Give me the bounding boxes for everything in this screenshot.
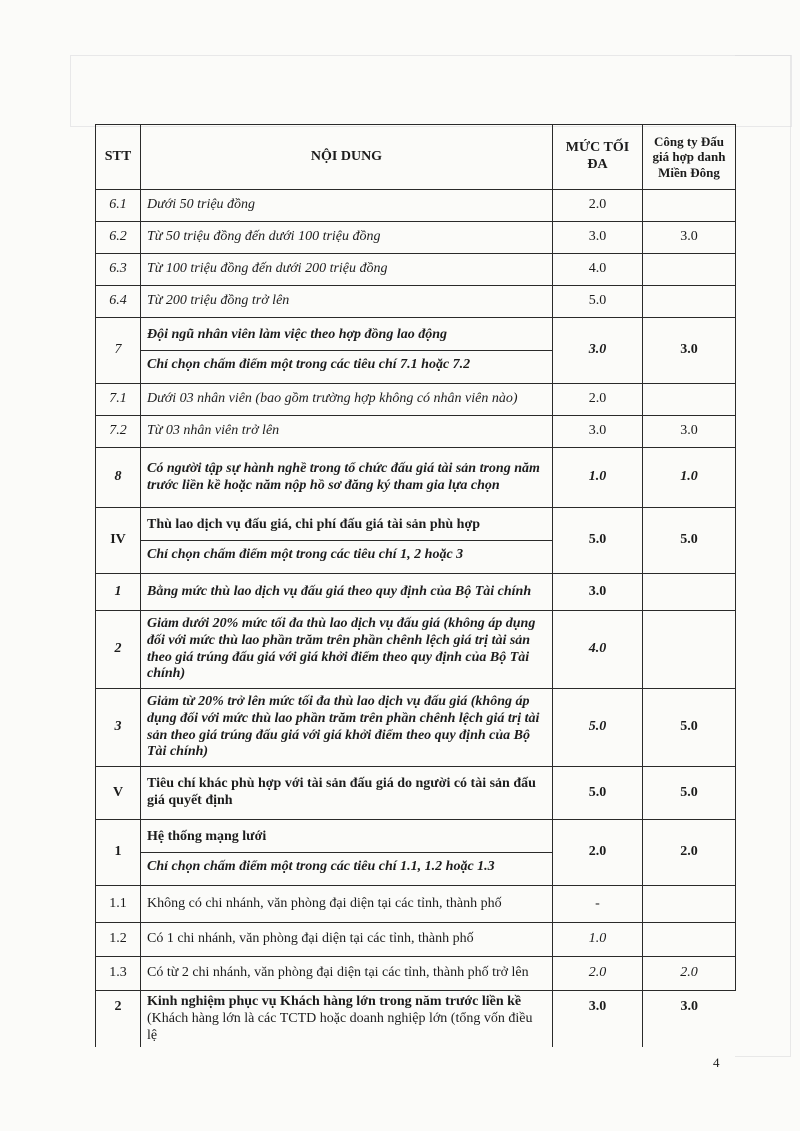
table-row: [96, 820, 736, 886]
row-content: Dưới 50 triệu đồng: [141, 190, 553, 222]
table-row: [96, 767, 736, 820]
row-stt: 7.2: [96, 416, 141, 448]
row-content: Có người tập sự hành nghề trong tổ chức đấu giá tài sản trong năm trước liền kề hoặc năm nộp hồ sơ đăng ký tham gia lựa chọn: [141, 448, 553, 508]
row-max: 1.0: [553, 448, 643, 508]
row-max: 2.0: [553, 384, 643, 416]
header-noi-dung: NỘI DUNG: [141, 125, 553, 190]
table-row: [96, 957, 736, 991]
table-row: [96, 689, 736, 767]
row-content: Từ 100 triệu đồng đến dưới 200 triệu đồng: [141, 254, 553, 286]
row-stt: 7.1: [96, 384, 141, 416]
row-stt: 1: [96, 574, 141, 611]
table-row: [96, 991, 736, 1048]
row-stt: 6.2: [96, 222, 141, 254]
row-max: 2.0: [553, 957, 643, 991]
row-company: [643, 574, 736, 611]
row-company: 5.0: [643, 767, 736, 820]
row-stt: 7: [96, 318, 141, 384]
row-stt: 1: [96, 820, 141, 886]
table-row: [96, 448, 736, 508]
table-row: [96, 508, 736, 574]
header-company: Công ty Đấu giá hợp danh Miền Đông: [643, 125, 736, 190]
row-max: 3.0: [553, 416, 643, 448]
row-content: Không có chi nhánh, văn phòng đại diện tại các tỉnh, thành phố: [141, 886, 553, 923]
row-stt: 2: [96, 611, 141, 689]
row-subcontent: Chỉ chọn chấm điểm một trong các tiêu chí 1.1, 1.2 hoặc 1.3: [141, 852, 552, 876]
row-content-cell: [141, 318, 553, 384]
row-content: Dưới 03 nhân viên (bao gồm trường hợp không có nhân viên nào): [141, 384, 553, 416]
row-content: Kinh nghiệm phục vụ Khách hàng lớn trong năm trước liền kề: [147, 994, 522, 1009]
table-row: [96, 886, 736, 923]
row-company: 5.0: [643, 689, 736, 767]
row-subcontent: Chỉ chọn chấm điểm một trong các tiêu chí 1, 2 hoặc 3: [141, 540, 552, 564]
row-stt: 6.3: [96, 254, 141, 286]
row-content-cell: [141, 991, 553, 1048]
table-row: [96, 574, 736, 611]
row-max: 3.0: [553, 574, 643, 611]
row-max: 5.0: [553, 689, 643, 767]
row-max: 5.0: [553, 508, 643, 574]
row-max: 3.0: [553, 991, 643, 1048]
row-max: 3.0: [553, 222, 643, 254]
ghost-table-outline: [70, 55, 792, 127]
row-content: Từ 03 nhân viên trở lên: [141, 416, 553, 448]
row-stt: IV: [96, 508, 141, 574]
page-number: 4: [713, 1055, 720, 1070]
table-row: [96, 318, 736, 384]
row-content: Giảm từ 20% trở lên mức tối đa thù lao dịch vụ đấu giá (không áp dụng đối với mức thù lao phần trăm trên phần chênh lệch giá trị tài sản theo giá trúng đấu giá với giá khởi điểm theo quy định của Bộ Tài chính): [141, 689, 553, 767]
header-muc-toi-da: MỨC TỐI ĐA: [553, 125, 643, 190]
row-stt: 8: [96, 448, 141, 508]
ghost-table-outline: [735, 55, 791, 1057]
row-company: [643, 190, 736, 222]
row-stt: 1.1: [96, 886, 141, 923]
table-row: [96, 611, 736, 689]
table-row: [96, 254, 736, 286]
row-company: [643, 886, 736, 923]
row-company: 3.0: [643, 416, 736, 448]
row-max: 5.0: [553, 767, 643, 820]
row-max: -: [553, 886, 643, 923]
evaluation-table: [95, 124, 736, 1047]
row-max: 2.0: [553, 820, 643, 886]
row-content: Giảm dưới 20% mức tối đa thù lao dịch vụ đấu giá (không áp dụng đối với mức thù lao phần trăm trên phần chênh lệch giá trị tài sản theo giá trúng đấu giá với giá khởi điểm theo quy định của Bộ Tài chính): [141, 611, 553, 689]
row-content-cell: [141, 820, 553, 886]
row-company: 3.0: [643, 991, 736, 1048]
table-header-row: [96, 125, 736, 190]
row-content: Hệ thống mạng lưới: [147, 829, 267, 845]
row-stt: 1.3: [96, 957, 141, 991]
row-content: Có 1 chi nhánh, văn phòng đại diện tại các tỉnh, thành phố: [141, 923, 553, 957]
row-company: 1.0: [643, 448, 736, 508]
row-content: Đội ngũ nhân viên làm việc theo hợp đồng lao động: [147, 327, 447, 343]
row-max: 4.0: [553, 611, 643, 689]
header-stt: STT: [96, 125, 141, 190]
row-company: [643, 254, 736, 286]
row-max: 2.0: [553, 190, 643, 222]
row-stt: 6.1: [96, 190, 141, 222]
row-subcontent: (Khách hàng lớn là các TCTD hoặc doanh nghiệp lớn (tổng vốn điều lệ: [147, 1010, 533, 1043]
row-max: 1.0: [553, 923, 643, 957]
row-max: 4.0: [553, 254, 643, 286]
table-row: [96, 384, 736, 416]
table-row: [96, 286, 736, 318]
row-company: [643, 923, 736, 957]
row-stt: 1.2: [96, 923, 141, 957]
row-content: Thù lao dịch vụ đấu giá, chi phí đấu giá tài sản phù hợp: [147, 517, 481, 533]
row-company: 2.0: [643, 820, 736, 886]
table-row: [96, 222, 736, 254]
row-content: Từ 200 triệu đồng trở lên: [141, 286, 553, 318]
row-subcontent: Chỉ chọn chấm điểm một trong các tiêu chí 7.1 hoặc 7.2: [141, 350, 552, 374]
row-company: [643, 611, 736, 689]
table-row: [96, 416, 736, 448]
row-company: 3.0: [643, 222, 736, 254]
row-company: [643, 286, 736, 318]
row-company: 2.0: [643, 957, 736, 991]
row-company: [643, 384, 736, 416]
row-content: Từ 50 triệu đồng đến dưới 100 triệu đồng: [141, 222, 553, 254]
row-max: 5.0: [553, 286, 643, 318]
row-company: 5.0: [643, 508, 736, 574]
row-stt: V: [96, 767, 141, 820]
row-stt: 6.4: [96, 286, 141, 318]
row-content: Tiêu chí khác phù hợp với tài sản đấu giá do người có tài sản đấu giá quyết định: [141, 767, 553, 820]
row-stt: 3: [96, 689, 141, 767]
row-content: Có từ 2 chi nhánh, văn phòng đại diện tại các tỉnh, thành phố trở lên: [141, 957, 553, 991]
row-content-cell: [141, 508, 553, 574]
row-content: Bằng mức thù lao dịch vụ đấu giá theo quy định của Bộ Tài chính: [141, 574, 553, 611]
row-max: 3.0: [553, 318, 643, 384]
table-row: [96, 190, 736, 222]
row-stt: 2: [96, 991, 141, 1048]
table-row: [96, 923, 736, 957]
row-company: 3.0: [643, 318, 736, 384]
